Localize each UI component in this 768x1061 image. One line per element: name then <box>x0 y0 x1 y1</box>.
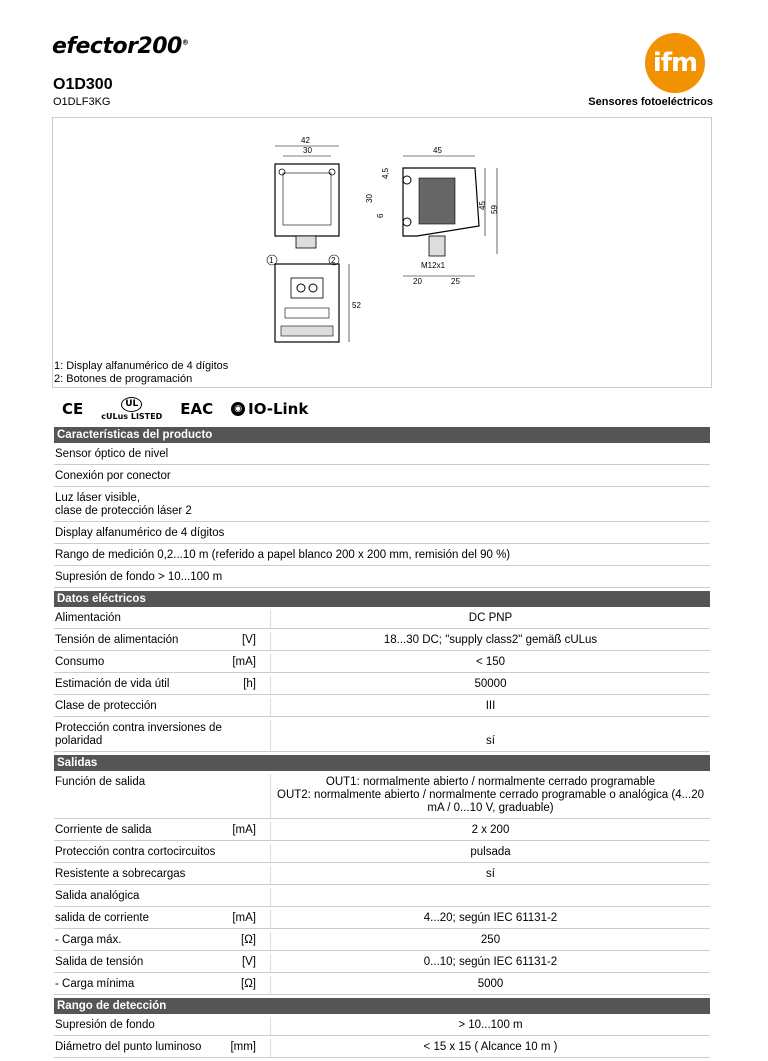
spec-label-cell <box>54 1039 258 1057</box>
spec-value: 4...20; según IEC 61131-2 <box>270 910 710 928</box>
spec-label: - Carga mínima <box>55 978 135 990</box>
dim-20: 20 <box>413 277 422 286</box>
spec-unit: [mm] <box>230 1041 256 1053</box>
spec-row <box>54 976 710 995</box>
dim-6: 6 <box>376 213 385 218</box>
spec-value: pulsada <box>270 844 710 862</box>
spec-row <box>54 654 710 673</box>
feature-row: Sensor óptico de nivel <box>54 446 710 465</box>
spec-value <box>270 888 710 906</box>
callout-1: 1 <box>269 256 274 265</box>
spec-row <box>54 866 710 885</box>
spec-row <box>54 910 710 929</box>
culus-listed-icon: UL cULus LISTED <box>101 399 163 421</box>
callout-2: 2 <box>331 256 336 265</box>
spec-value: 50000 <box>270 676 710 694</box>
spec-value: > 10...100 m <box>270 1017 710 1035</box>
spec-label-cell <box>54 976 258 994</box>
spec-label: Salida analógica <box>55 890 140 902</box>
section-header: Salidas <box>54 755 710 771</box>
product-category: Sensores fotoeléctricos <box>588 96 713 108</box>
legend-item: 2: Botones de programación <box>54 373 193 385</box>
spec-label-cell <box>54 888 258 906</box>
io-link-icon: ◉ <box>231 402 245 416</box>
feature-row: Conexión por conector <box>54 468 710 487</box>
spec-value: 0...10; según IEC 61131-2 <box>270 954 710 972</box>
spec-row <box>54 698 710 717</box>
spec-value: < 15 x 15 ( Alcance 10 m ) <box>270 1039 710 1057</box>
spec-label: Estimación de vida útil <box>55 678 170 690</box>
spec-label-cell <box>54 610 258 628</box>
certification-logos <box>62 397 308 421</box>
feature-row: Luz láser visible, clase de protección láser 2 <box>54 490 710 522</box>
spec-unit: [V] <box>241 634 256 646</box>
spec-label-cell <box>54 822 258 840</box>
feature-row: Rango de medición 0,2...10 m (referido a papel blanco 200 x 200 mm, remisión del 90 %) <box>54 547 710 566</box>
spec-row <box>54 632 710 651</box>
spec-label-cell <box>54 698 258 716</box>
spec-label-cell <box>54 720 258 751</box>
spec-label: Protección contra cortocircuitos <box>55 846 216 858</box>
spec-label: Alimentación <box>55 612 121 624</box>
spec-value: DC PNP <box>270 610 710 628</box>
spec-row <box>54 1017 710 1036</box>
spec-value: OUT1: normalmente abierto / normalmente cerrado programable OUT2: normalmente abierto / normalmente cerrado programable o analógica (4...20 mA / 0...10 V, graduable) <box>270 774 710 818</box>
spec-label-cell <box>54 654 258 672</box>
dim-45a: 45 <box>433 146 442 155</box>
section-header: Datos eléctricos <box>54 591 710 607</box>
spec-label: Protección contra inversiones de polaridad <box>55 722 222 747</box>
spec-label: - Carga máx. <box>55 934 122 946</box>
dim-30b: 30 <box>365 194 374 203</box>
spec-label: Supresión de fondo <box>55 1019 155 1031</box>
spec-row <box>54 676 710 695</box>
spec-row <box>54 610 710 629</box>
article-number: O1DLF3KG <box>53 96 111 108</box>
spec-label-cell <box>54 866 258 884</box>
dim-25: 25 <box>451 277 460 286</box>
feature-row: Supresión de fondo > 10...100 m <box>54 569 710 588</box>
spec-label: salida de corriente <box>55 912 149 924</box>
spec-value: sí <box>270 866 710 884</box>
spec-label: Tensión de alimentación <box>55 634 179 646</box>
spec-row <box>54 932 710 951</box>
product-model: O1D300 <box>53 76 113 93</box>
spec-unit: [mA] <box>232 656 256 668</box>
spec-label: Salida de tensión <box>55 956 144 968</box>
spec-sections <box>54 427 710 1061</box>
spec-label-cell <box>54 910 258 928</box>
ce-mark-icon: CE <box>62 400 84 418</box>
spec-row <box>54 720 710 752</box>
spec-label-cell <box>54 954 258 972</box>
spec-label-cell <box>54 774 258 818</box>
dim-52: 52 <box>352 301 361 310</box>
dim-42: 42 <box>301 136 310 145</box>
spec-value: 18...30 DC; "supply class2" gemäß cULus <box>270 632 710 650</box>
spec-row <box>54 822 710 841</box>
spec-row <box>54 844 710 863</box>
spec-label-cell <box>54 1017 258 1035</box>
dim-59: 59 <box>490 205 499 214</box>
feature-row: Display alfanumérico de 4 dígitos <box>54 525 710 544</box>
spec-value: III <box>270 698 710 716</box>
brand-logo: efector200® <box>52 34 189 59</box>
spec-value: 2 x 200 <box>270 822 710 840</box>
spec-row <box>54 954 710 973</box>
spec-label: Consumo <box>55 656 105 668</box>
dim-4-5: 4,5 <box>381 167 390 179</box>
dimension-drawing <box>52 117 712 388</box>
ifm-logo: ifm <box>645 33 705 93</box>
spec-label: Función de salida <box>55 776 146 788</box>
dim-45b: 45 <box>478 201 487 210</box>
spec-label-cell <box>54 932 258 950</box>
spec-label-cell <box>54 844 258 862</box>
spec-unit: [h] <box>243 678 256 690</box>
spec-value: sí <box>270 720 710 751</box>
section-header: Rango de detección <box>54 998 710 1014</box>
spec-label: Resistente a sobrecargas <box>55 868 186 880</box>
spec-unit: [V] <box>241 956 256 968</box>
drawing-legend <box>54 360 228 386</box>
spec-row <box>54 1039 710 1058</box>
spec-unit: [mA] <box>232 824 256 836</box>
spec-row <box>54 774 710 819</box>
technical-drawing <box>179 126 599 356</box>
spec-value: 5000 <box>270 976 710 994</box>
spec-unit: [Ω] <box>241 934 256 946</box>
spec-label-cell <box>54 632 258 650</box>
spec-value: 250 <box>270 932 710 950</box>
dim-30a: 30 <box>303 146 312 155</box>
eac-mark-icon: EAC <box>180 400 214 418</box>
section-header: Características del producto <box>54 427 710 443</box>
spec-label: Diámetro del punto luminoso <box>55 1041 202 1053</box>
dim-m12: M12x1 <box>421 261 446 270</box>
spec-label-cell <box>54 676 258 694</box>
io-link-logo: ◉ IO-Link <box>231 400 308 418</box>
spec-unit: [mA] <box>232 912 256 924</box>
legend-item: 1: Display alfanumérico de 4 dígitos <box>54 360 229 372</box>
spec-label: Corriente de salida <box>55 824 152 836</box>
spec-unit: [Ω] <box>241 978 256 990</box>
spec-row <box>54 888 710 907</box>
spec-label: Clase de protección <box>55 700 157 712</box>
spec-value: < 150 <box>270 654 710 672</box>
